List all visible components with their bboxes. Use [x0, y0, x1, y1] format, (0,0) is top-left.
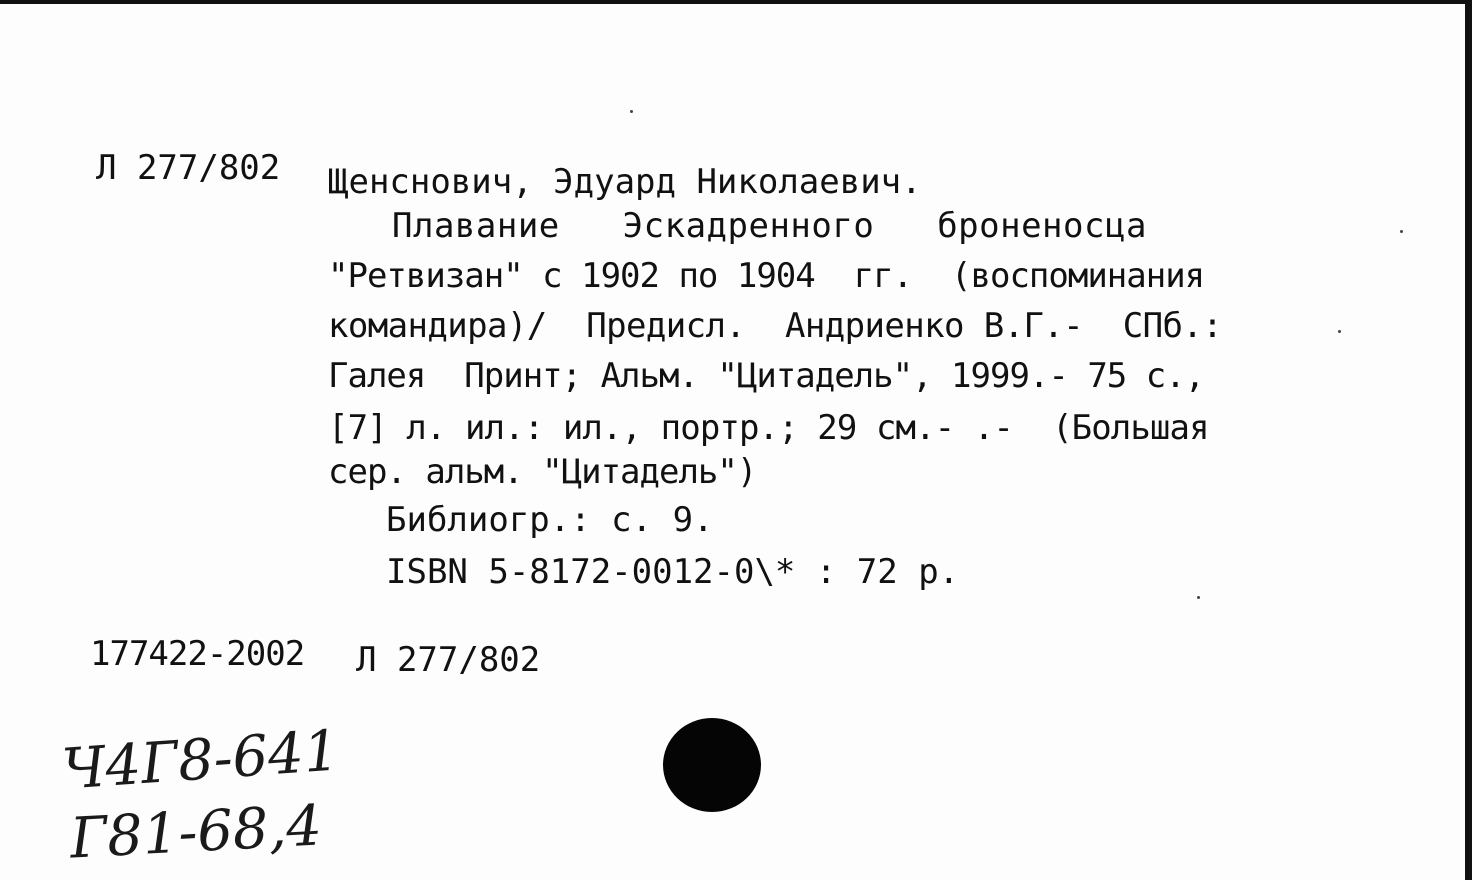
handwritten-shelf-mark-2 [68, 793, 323, 871]
scan-speck [1197, 596, 1200, 599]
card-top-edge [0, 0, 1472, 4]
card-right-edge [1465, 0, 1472, 880]
call-number-bottom: Л 277/802 [356, 640, 541, 680]
title-line-5: [7] л. ил.: ил., портр.; 29 см.- .- (Большая [328, 408, 1209, 448]
accession-number: 177422-2002 [90, 634, 305, 674]
handwritten-text-2: Г81-68,4 [68, 793, 324, 872]
title-line-1: Плавание Эскадренного броненосца [392, 206, 1147, 246]
punch-hole [663, 718, 761, 812]
scan-speck [630, 110, 633, 113]
title-line-4: Галея Принт; Альм. "Цитадель", 1999.- 75 с., [328, 356, 1205, 396]
title-line-2: "Ретвизан" с 1902 по 1904 гг. (воспоминания [328, 256, 1205, 296]
call-number: Л 277/802 [96, 148, 281, 188]
isbn-line: ISBN 5-8172-0012-0\* : 72 р. [386, 552, 960, 592]
author-heading: Щенснович, Эдуард Николаевич. [328, 162, 922, 202]
handwritten-text-1: Ч4Г8-641 [60, 718, 342, 803]
scan-speck [1338, 330, 1341, 333]
title-line-6: сер. альм. "Цитадель") [328, 452, 757, 492]
scan-speck [1400, 230, 1403, 233]
bibliography-note: Библиогр.: с. 9. [386, 500, 714, 540]
handwritten-shelf-mark-1 [60, 718, 341, 802]
title-line-3: командира)/ Предисл. Андриенко В.Г.- СПб.: [328, 306, 1223, 346]
